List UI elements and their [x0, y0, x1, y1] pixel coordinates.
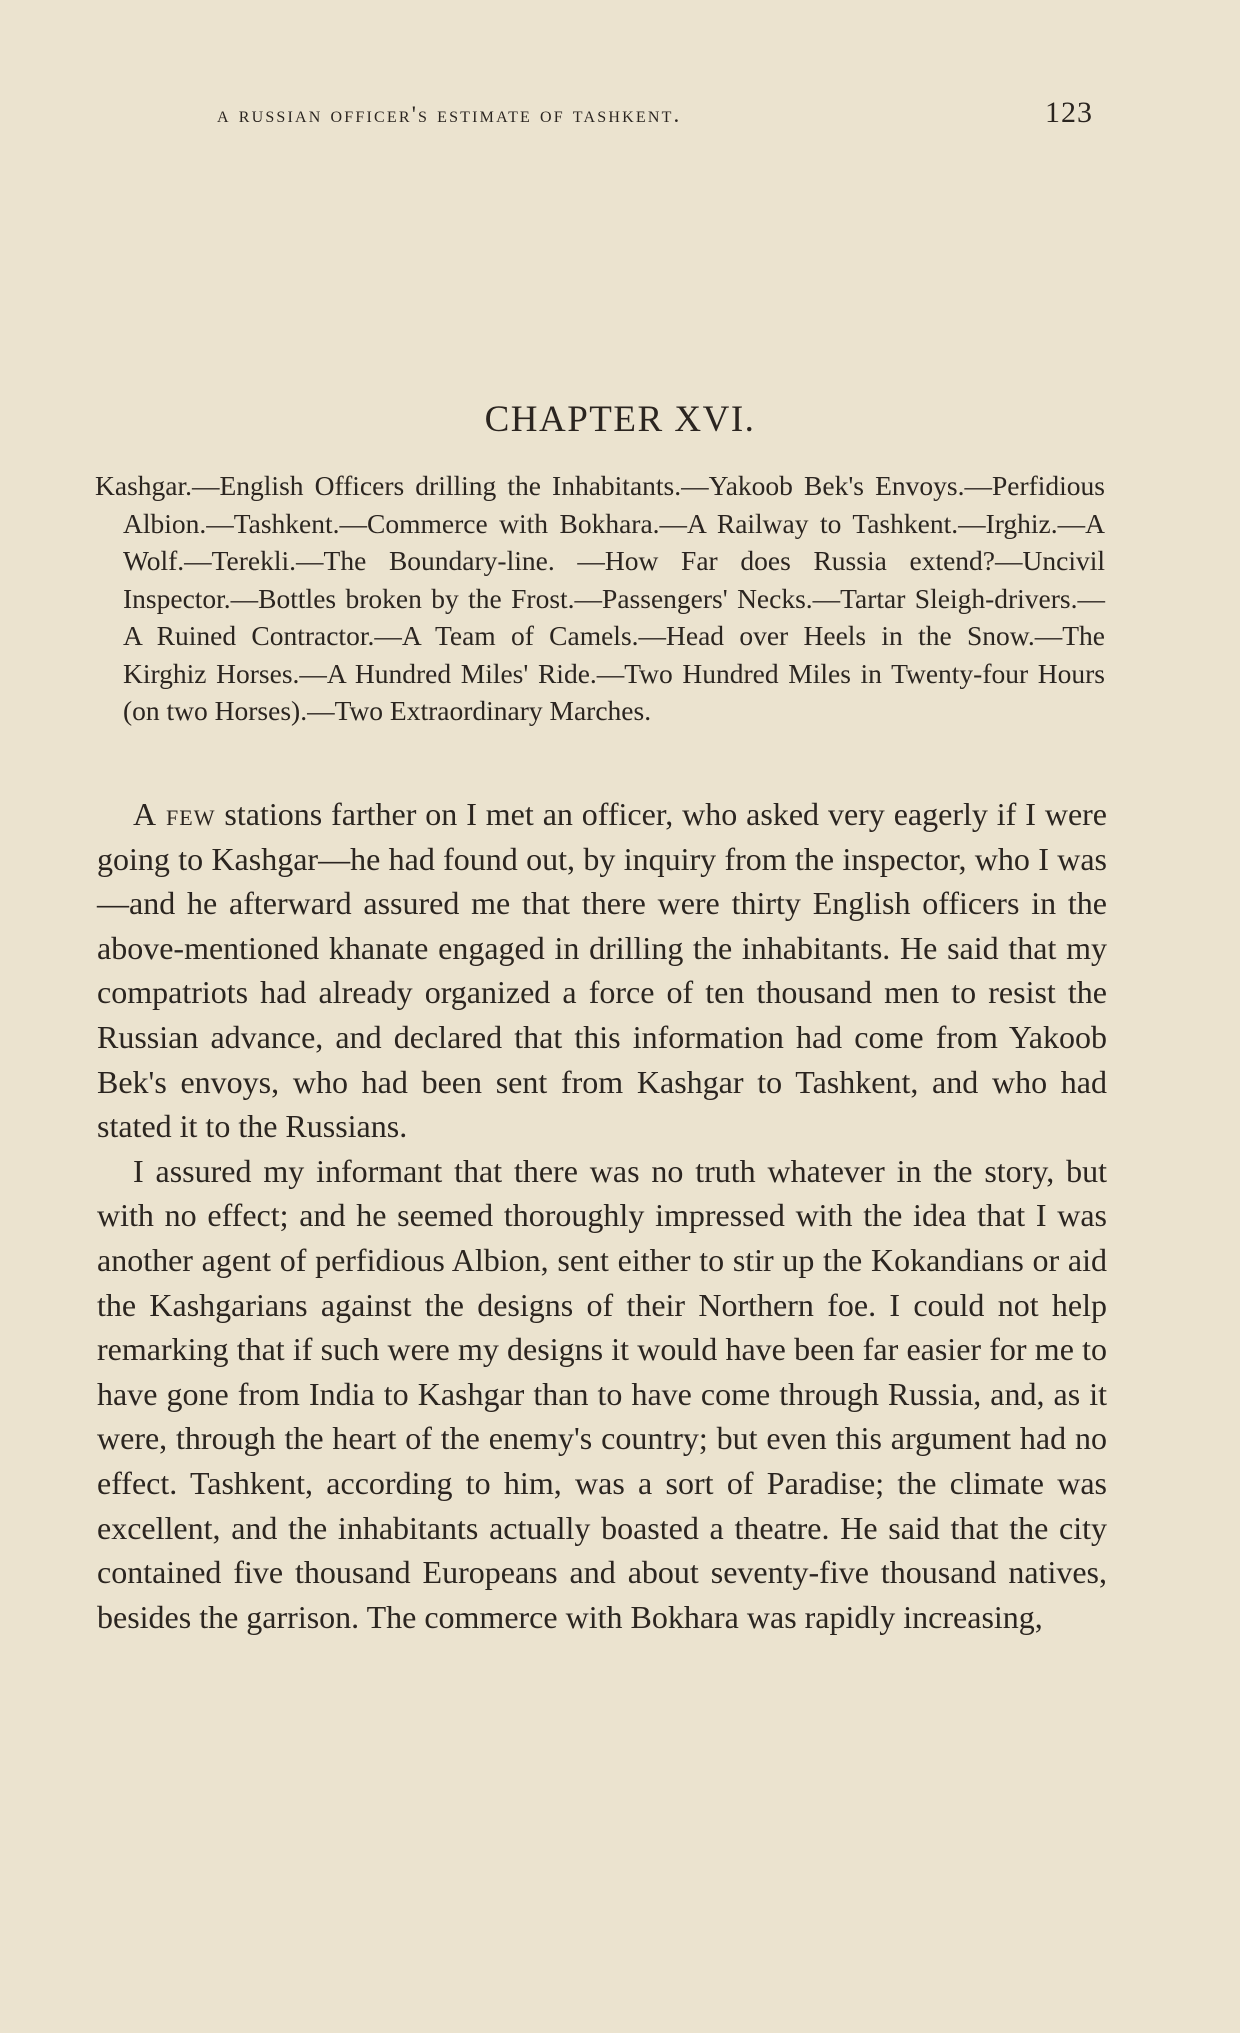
page-number: 123	[1045, 96, 1093, 129]
chapter-summary	[95, 467, 1105, 730]
running-title: a russian officer's estimate of tashkent.	[217, 102, 682, 127]
paragraph-1-text: stations farther on I met an officer, who asked very eagerly if I were going to Kashgar—he had found out, by inquiry from the inspector, who I was—and he afterward assured me that there were thirty English officers in the above-mentioned khanate engaged in drilling the inhabitants. He said that my compatriots had already organized a force of ten thousand men to resist the Russian advance, and declared that this information had come from Yakoob Bek's envoys, who had been sent from Kashgar to Tashkent, and who had stated it to the Russians.	[97, 796, 1108, 1145]
paragraph-1-lead: A	[133, 796, 158, 832]
paragraph-1	[97, 792, 1107, 1149]
running-head	[205, 96, 1105, 136]
paragraph-1-smallcaps: few	[166, 796, 216, 832]
chapter-summary-text: Kashgar.—English Officers drilling the Inhabitants.—Yakoob Bek's Envoys.—Perfidious Albion.—Tashkent.—Commerce with Bokhara.—A Railway to Tashkent.—Irghiz.—A Wolf.—Terekli.—The Boundary-line. —How Far does Russia extend?—Uncivil Inspector.—Bottles broken by the Frost.—Passengers' Necks.—Tartar Sleigh-drivers.—A Ruined Contractor.—A Team of Camels.—Head over Heels in the Snow.—The Kirghiz Horses.—A Hundred Miles' Ride.—Two Hundred Miles in Twenty-four Hours (on two Horses).—Two Extraordinary Marches.	[95, 470, 1105, 726]
chapter-title: CHAPTER XVI.	[484, 399, 756, 440]
paragraph-2: I assured my informant that there was no truth whatever in the story, but with no effect; and he seemed thoroughly impressed with the idea that I was another agent of perfidious Albion, sent either to stir up the Kokandians or aid the Kashgarians against the designs of their Northern foe. I could not help remarking that if such were my designs it would have been far easier for me to have gone from India to Kashgar than to have come through Russia, and, as it were, through the heart of the enemy's country; but even this argument had no effect. Tashkent, according to him, was a sort of Paradise; the climate was excellent, and the inhabitants actually boasted a theatre. He said that the city contained five thousand Europeans and about seventy-five thousand natives, besides the garrison. The commerce with Bokhara was rapidly increasing,	[97, 1152, 1107, 1635]
body-text	[97, 792, 1107, 1639]
